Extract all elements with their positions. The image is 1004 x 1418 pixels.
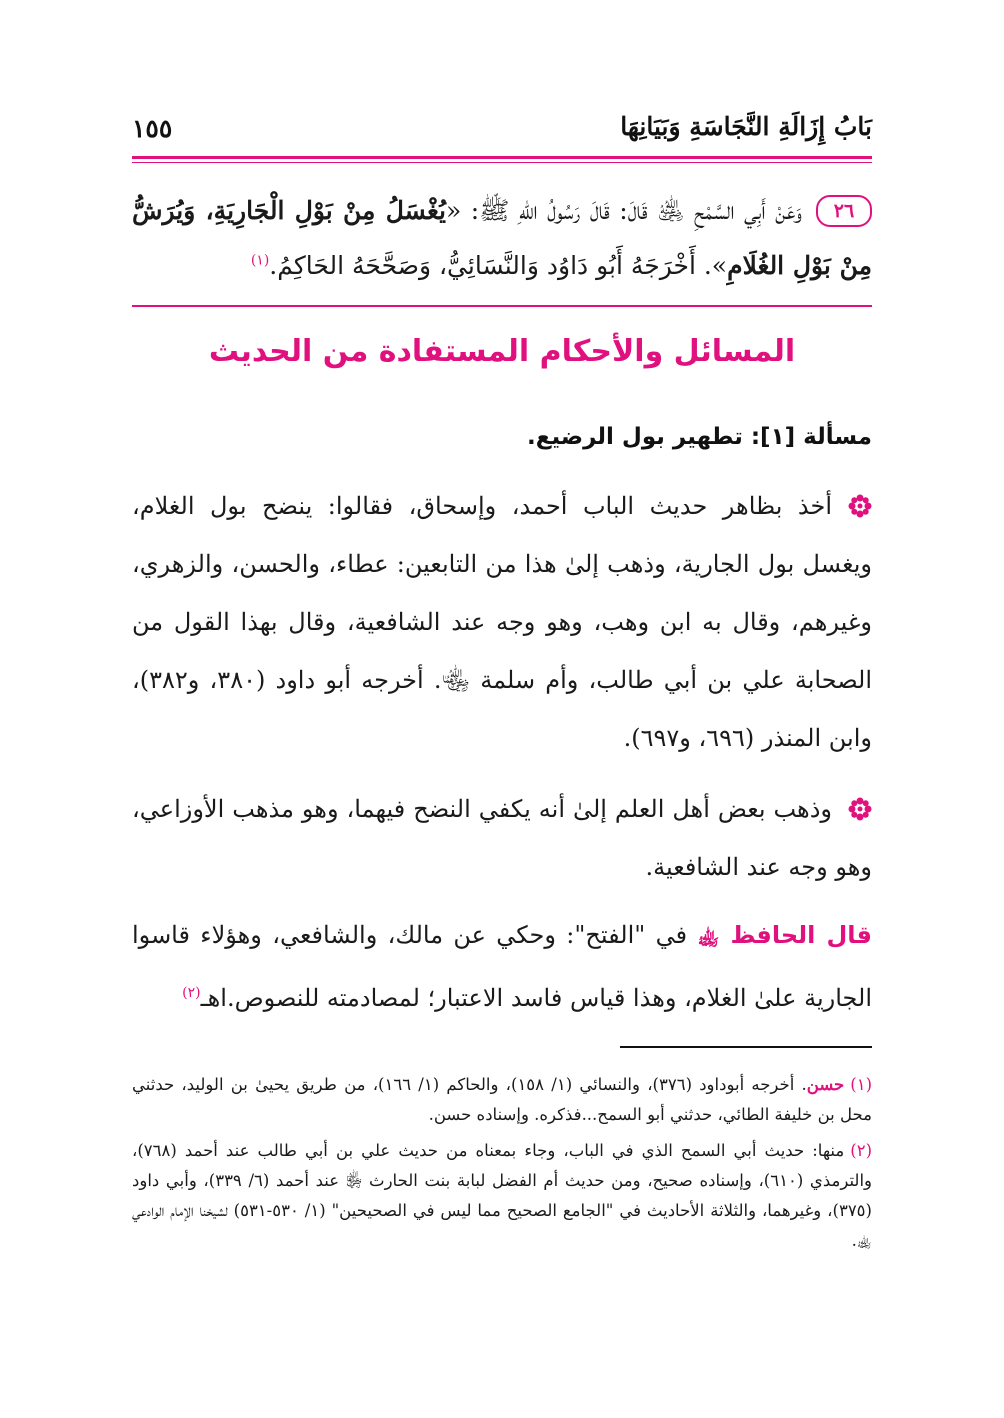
quote-attribution: قال الحافظ ﵀ bbox=[697, 921, 873, 949]
flower-bullet-icon bbox=[848, 494, 872, 518]
hadith-prophetic-text: يُغْسَلُ مِنْ بَوْلِ الْجَارِيَةِ، وَيُرَشُّ مِنْ بَوْلِ الغُلَامِ bbox=[132, 196, 872, 281]
footnote-2 bbox=[132, 1136, 872, 1256]
section-heading: المسائل والأحكام المستفادة من الحديث bbox=[208, 334, 796, 369]
footnote-ref-1[interactable]: (١) bbox=[250, 253, 270, 269]
paragraph-3-text: في "الفتح": وحكي عن مالك، والشافعي، وهؤلاء قاسوا الجارية علىٰ الغلام، وهذا قياس فاسد الاعتبار؛ لمصادمته للنصوص.اهـ bbox=[132, 921, 872, 1012]
issue-heading: مسألة [١]: تطهير بول الرضيع. bbox=[527, 424, 872, 450]
hadith-rule bbox=[132, 305, 872, 307]
hadith-number-badge: ٢٦ bbox=[816, 195, 872, 227]
footnote-grade: حسن bbox=[806, 1075, 845, 1094]
chapter-title: بَابُ إِزَالَةِ النَّجَاسَةِ وَبَيَانِهَا bbox=[620, 112, 872, 141]
paragraph-2-text: وذهب بعض أهل العلم إلىٰ أنه يكفي النضح فيهما، وهو مذهب الأوزاعي، وهو وجه عند الشافعية. bbox=[132, 795, 872, 881]
footnote-1 bbox=[132, 1070, 872, 1130]
footnote-number: (١) bbox=[850, 1075, 872, 1094]
footnote-ref-2[interactable]: (٢) bbox=[182, 985, 201, 1001]
footnote-separator bbox=[620, 1046, 872, 1048]
body-paragraph-1 bbox=[132, 477, 872, 767]
hadith-block bbox=[132, 186, 872, 291]
footnotes bbox=[132, 1070, 872, 1262]
page-header bbox=[132, 112, 872, 154]
header-rule bbox=[132, 156, 872, 159]
flower-bullet-icon bbox=[848, 797, 872, 821]
footnote-text: منها: حديث أبي السمح الذي في الباب، وجاء بمعناه من حديث علي بن أبي طالب عند أحمد (٧٦٨)، والترمذي (٦١٠)، وإسناده صحيح، ومن حديث أم الفضل لبابة بنت الحارث ﵂ عند أحمد (٦/ ٣٣٩)، وأبي داود (٣٧٥)، وغيرهما، والثلاثة الأحاديث في "الجامع الصحيح مما ليس في الصحيحين" (١/ ٥٣٠-٥٣١) لشيخنا الإمام الوادعي ﵀. bbox=[132, 1141, 873, 1250]
footnote-text: . أخرجه أبوداود (٣٧٦)، والنسائي (١/ ١٥٨)، والحاكم (١/ ١٦٦)، من طريق يحيىٰ بن الوليد، حدثني محل بن خليفة الطائي، حدثني أبو السمح...فذكره. وإسناده حسن. bbox=[132, 1075, 872, 1124]
page-number: ١٥٥ bbox=[132, 114, 173, 143]
hadith-lead: وَعَنْ أَبِي السَّمْحِ ﵁ قَالَ: قَالَ رَسُولُ اللهِ ﷺ: « bbox=[445, 196, 802, 225]
body-paragraph-2 bbox=[132, 780, 872, 896]
footnote-number: (٢) bbox=[850, 1141, 872, 1160]
paragraph-1-text: أخذ بظاهر حديث الباب أحمد، وإسحاق، فقالوا: ينضح بول الغلام، ويغسل بول الجارية، وذهب إلىٰ هذا من التابعين: عطاء، والحسن، والزهري، وغيرهم، وقال به ابن وهب، وهو وجه عند الشافعية، وقال بهذا القول من الصحابة علي بن أبي طالب، وأم سلمة ﵄. أخرجه أبو داود (٣٨٠، و٣٨٢)، وابن المنذر (٦٩٦، و٦٩٧). bbox=[132, 492, 872, 752]
hadith-text bbox=[132, 196, 872, 280]
hadith-tail: ». أَخْرَجَهُ أَبُو دَاوُد وَالنَّسَائِيُّ، وَصَحَّحَهُ الحَاكِمُ. bbox=[269, 251, 728, 281]
header-rule-thin bbox=[132, 162, 872, 163]
body-paragraph-3 bbox=[132, 906, 872, 1027]
